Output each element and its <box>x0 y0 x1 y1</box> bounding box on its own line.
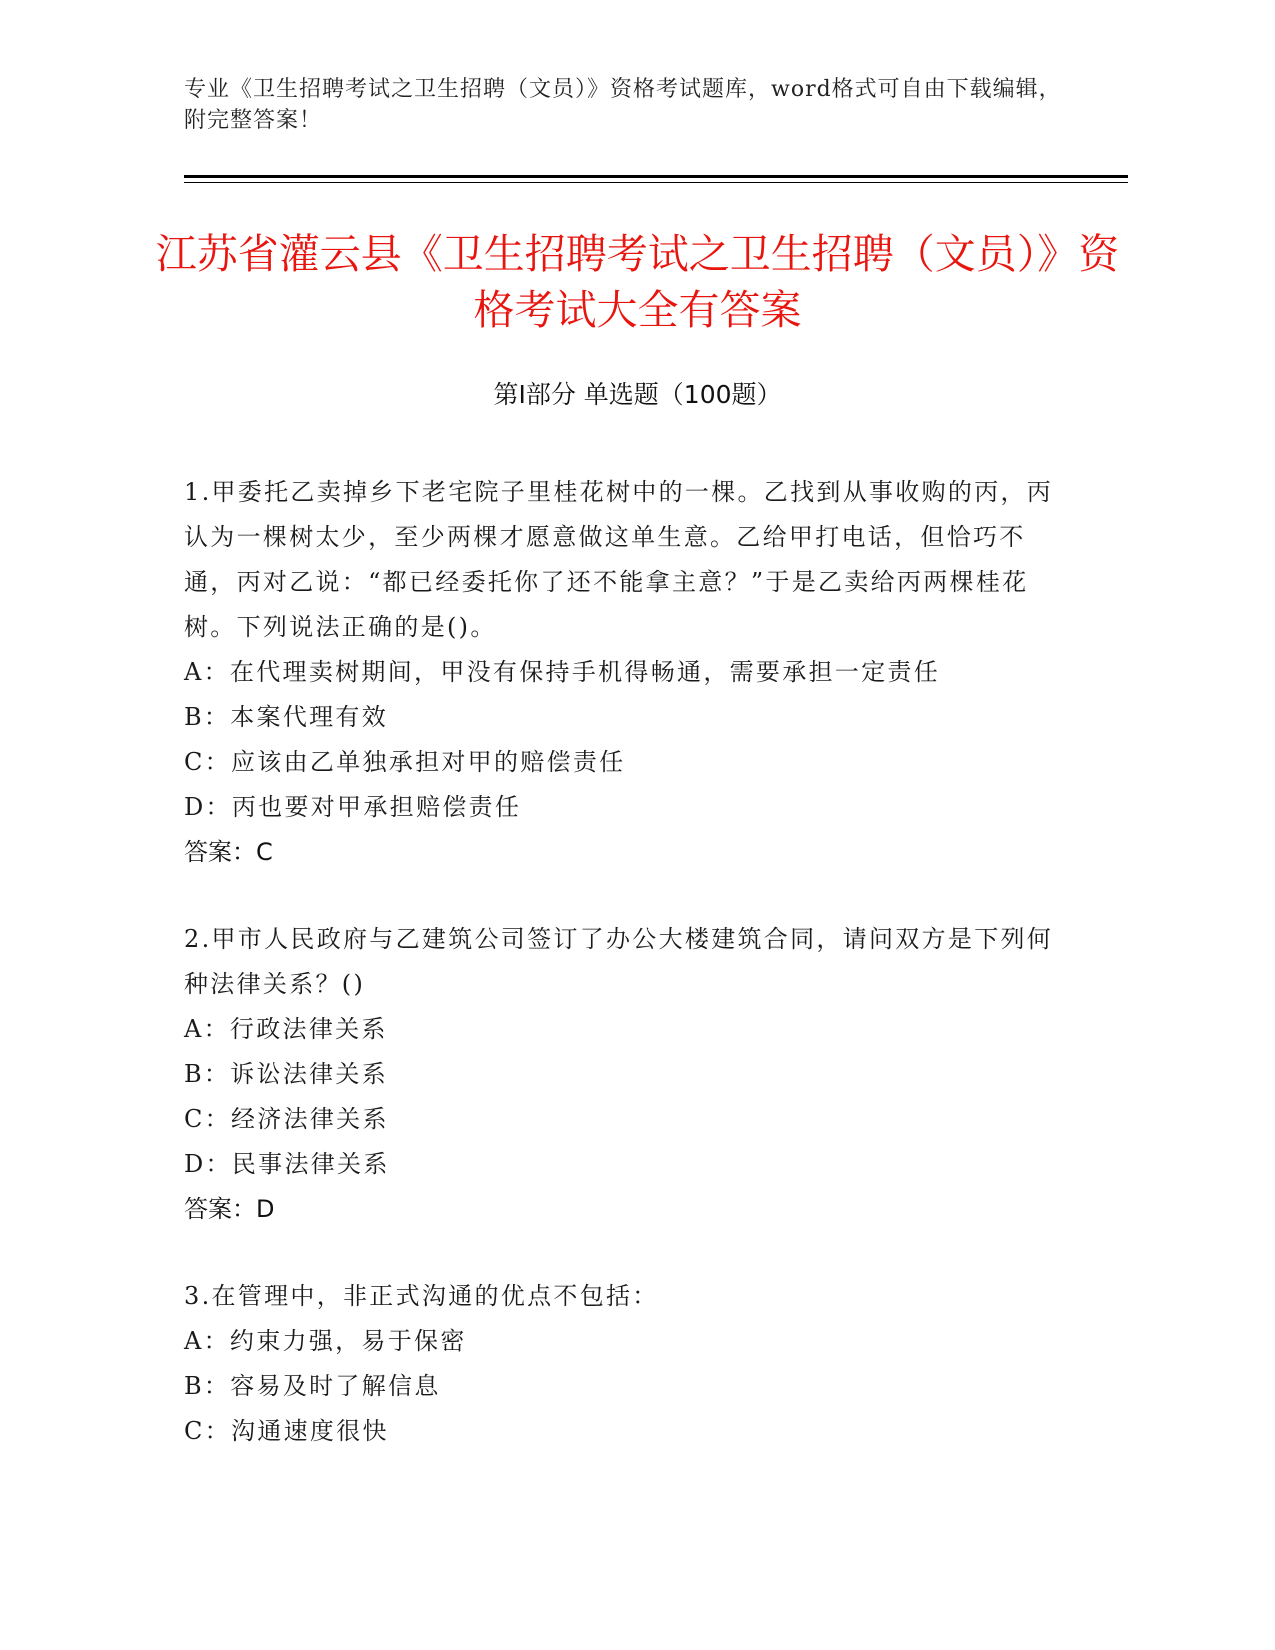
header-note: 专业《卫生招聘考试之卫生招聘（文员）》资格考试题库，word格式可自由下载编辑，附完整答案！ <box>184 77 1062 133</box>
question-item <box>184 1274 1054 1454</box>
question-stem: 2.甲市人民政府与乙建筑公司签订了办公大楼建筑合同，请问双方是下列何种法律关系？() <box>184 925 1054 998</box>
option-a: A：在代理卖树期间，甲没有保持手机得畅通，需要承担一定责任 <box>184 658 941 686</box>
option-c: C：应该由乙单独承担对甲的赔偿责任 <box>184 748 626 776</box>
header-rule-thin <box>184 182 1128 183</box>
option-d: D：丙也要对甲承担赔偿责任 <box>184 793 522 821</box>
option-c: C：沟通速度很快 <box>184 1417 389 1445</box>
section-title: 第Ⅰ部分 单选题（100题） <box>493 380 782 409</box>
question-stem: 1.甲委托乙卖掉乡下老宅院子里桂花树中的一棵。乙找到从事收购的丙，丙认为一棵树太少，至少两棵才愿意做这单生意。乙给甲打电话，但恰巧不通，丙对乙说：“都已经委托你了还不能拿主意？”于是乙卖给丙两棵桂花树。下列说法正确的是()。 <box>184 478 1054 641</box>
answer-line: 答案：C <box>184 838 273 866</box>
question-item <box>184 917 1054 1232</box>
option-a: A：行政法律关系 <box>184 1015 388 1043</box>
option-b: B：容易及时了解信息 <box>184 1372 441 1400</box>
header-rule-thick <box>184 175 1128 178</box>
option-b: B：诉讼法律关系 <box>184 1060 389 1088</box>
question-stem: 3.在管理中，非正式沟通的优点不包括： <box>184 1282 659 1310</box>
option-b: B：本案代理有效 <box>184 703 389 731</box>
option-d: D：民事法律关系 <box>184 1150 390 1178</box>
document-title: 江苏省灌云县《卫生招聘考试之卫生招聘（文员）》资格考试大全有答案 <box>155 230 1120 334</box>
question-item <box>184 470 1054 875</box>
question-list <box>184 470 1054 1496</box>
answer-line: 答案：D <box>184 1195 275 1223</box>
option-c: C：经济法律关系 <box>184 1105 389 1133</box>
option-a: A：约束力强，易于保密 <box>184 1327 467 1355</box>
